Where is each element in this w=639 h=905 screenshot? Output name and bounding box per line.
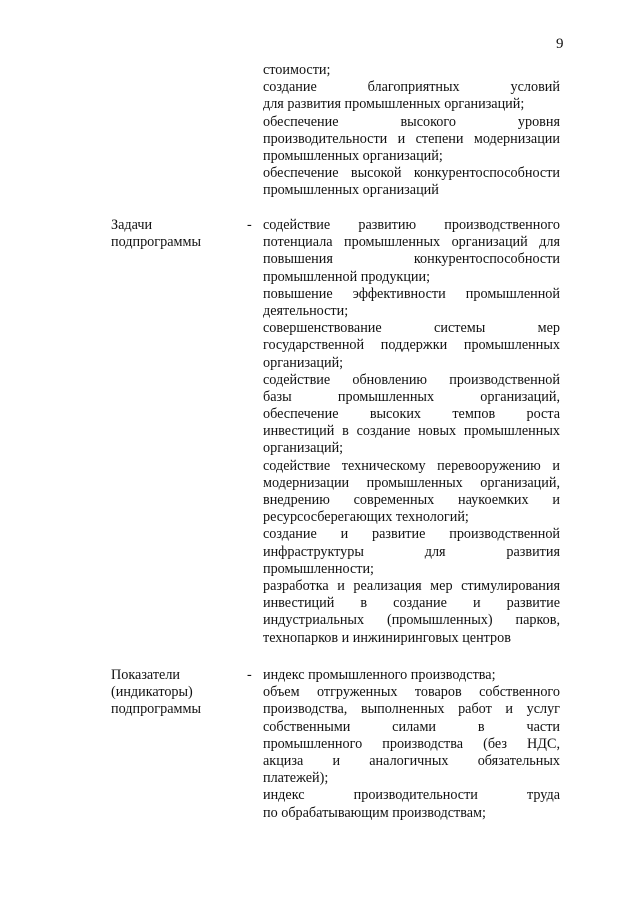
text-line: обеспечение высокого уровня [263,113,560,130]
section-1-dash: - [247,217,252,233]
text-line: потенциала промышленных организаций для [263,234,560,251]
text-line: промышленных организаций [263,182,439,199]
text-line: промышленных организаций; [263,147,443,164]
section-label-line: Задачи [111,217,153,233]
text-line: повышения конкурентоспособности [263,251,560,268]
text-line: повышение эффективности промышленной [263,285,560,302]
text-line: платежей); [263,770,329,787]
section-label-line: подпрограммы [111,701,201,718]
text-line: организаций; [263,440,344,457]
text-line: базы промышленных организаций, [263,388,560,405]
text-line: модернизации промышленных организаций, [263,474,560,491]
text-line: акциза и аналогичных обязательных [263,752,560,769]
text-line: инфраструктуры для развития [263,543,560,560]
section-2-text [263,667,560,822]
section-label-line: Показатели [111,667,181,683]
text-line: индекс промышленного производства; [263,667,496,683]
text-line: совершенствование системы мер [263,320,560,337]
text-line: собственными силами в части [263,718,560,735]
text-line: содействие техническому перевооружению и [263,457,560,474]
text-line: промышленной продукции; [263,268,431,285]
text-line: инвестиций в создание новых промышленных [263,423,560,440]
text-line: содействие развитию производственного [263,217,560,233]
text-line: стоимости; [263,62,331,78]
text-line: объем отгруженных товаров собственного [263,684,560,701]
section-2-label [111,667,251,719]
text-line: промышленного производства (без НДС, [263,735,560,752]
text-line: ресурсосберегающих технологий; [263,509,469,526]
text-line: содействие обновлению производственной [263,371,560,388]
text-line: обеспечение высоких темпов роста [263,406,560,423]
text-line: для развития промышленных организаций; [263,96,525,113]
page-number: 9 [556,36,564,52]
section-2-dash: - [247,667,252,683]
section-label-line: (индикаторы) [111,684,193,701]
section-label-line: подпрограммы [111,234,201,251]
text-line: промышленности; [263,560,374,577]
text-line: по обрабатывающим производствам; [263,804,486,821]
text-line: производства, выполненных работ и услуг [263,701,560,718]
text-line: внедрению современных наукоемких и [263,492,560,508]
text-line: организаций; [263,354,344,371]
text-line: государственной поддержки промышленных [263,337,560,354]
text-line: создание благоприятных условий [263,79,560,96]
text-line: обеспечение высокой конкурентоспособности [263,165,560,182]
text-line: разработка и реализация мер стимулирования [263,577,560,594]
text-line: производительности и степени модернизации [263,130,560,147]
text-line: создание и развитие производственной [263,526,560,543]
text-line: деятельности; [263,302,349,319]
text-line: инвестиций в создание и развитие [263,595,560,612]
section-1-text [263,217,560,647]
section-1-label [111,217,251,251]
text-line: технопарков и инжиниринговых центров [263,629,511,646]
text-line: индустриальных (промышленных) парков, [263,612,560,629]
text-line: индекс производительности труда [263,787,560,804]
section-0-text [263,62,560,200]
